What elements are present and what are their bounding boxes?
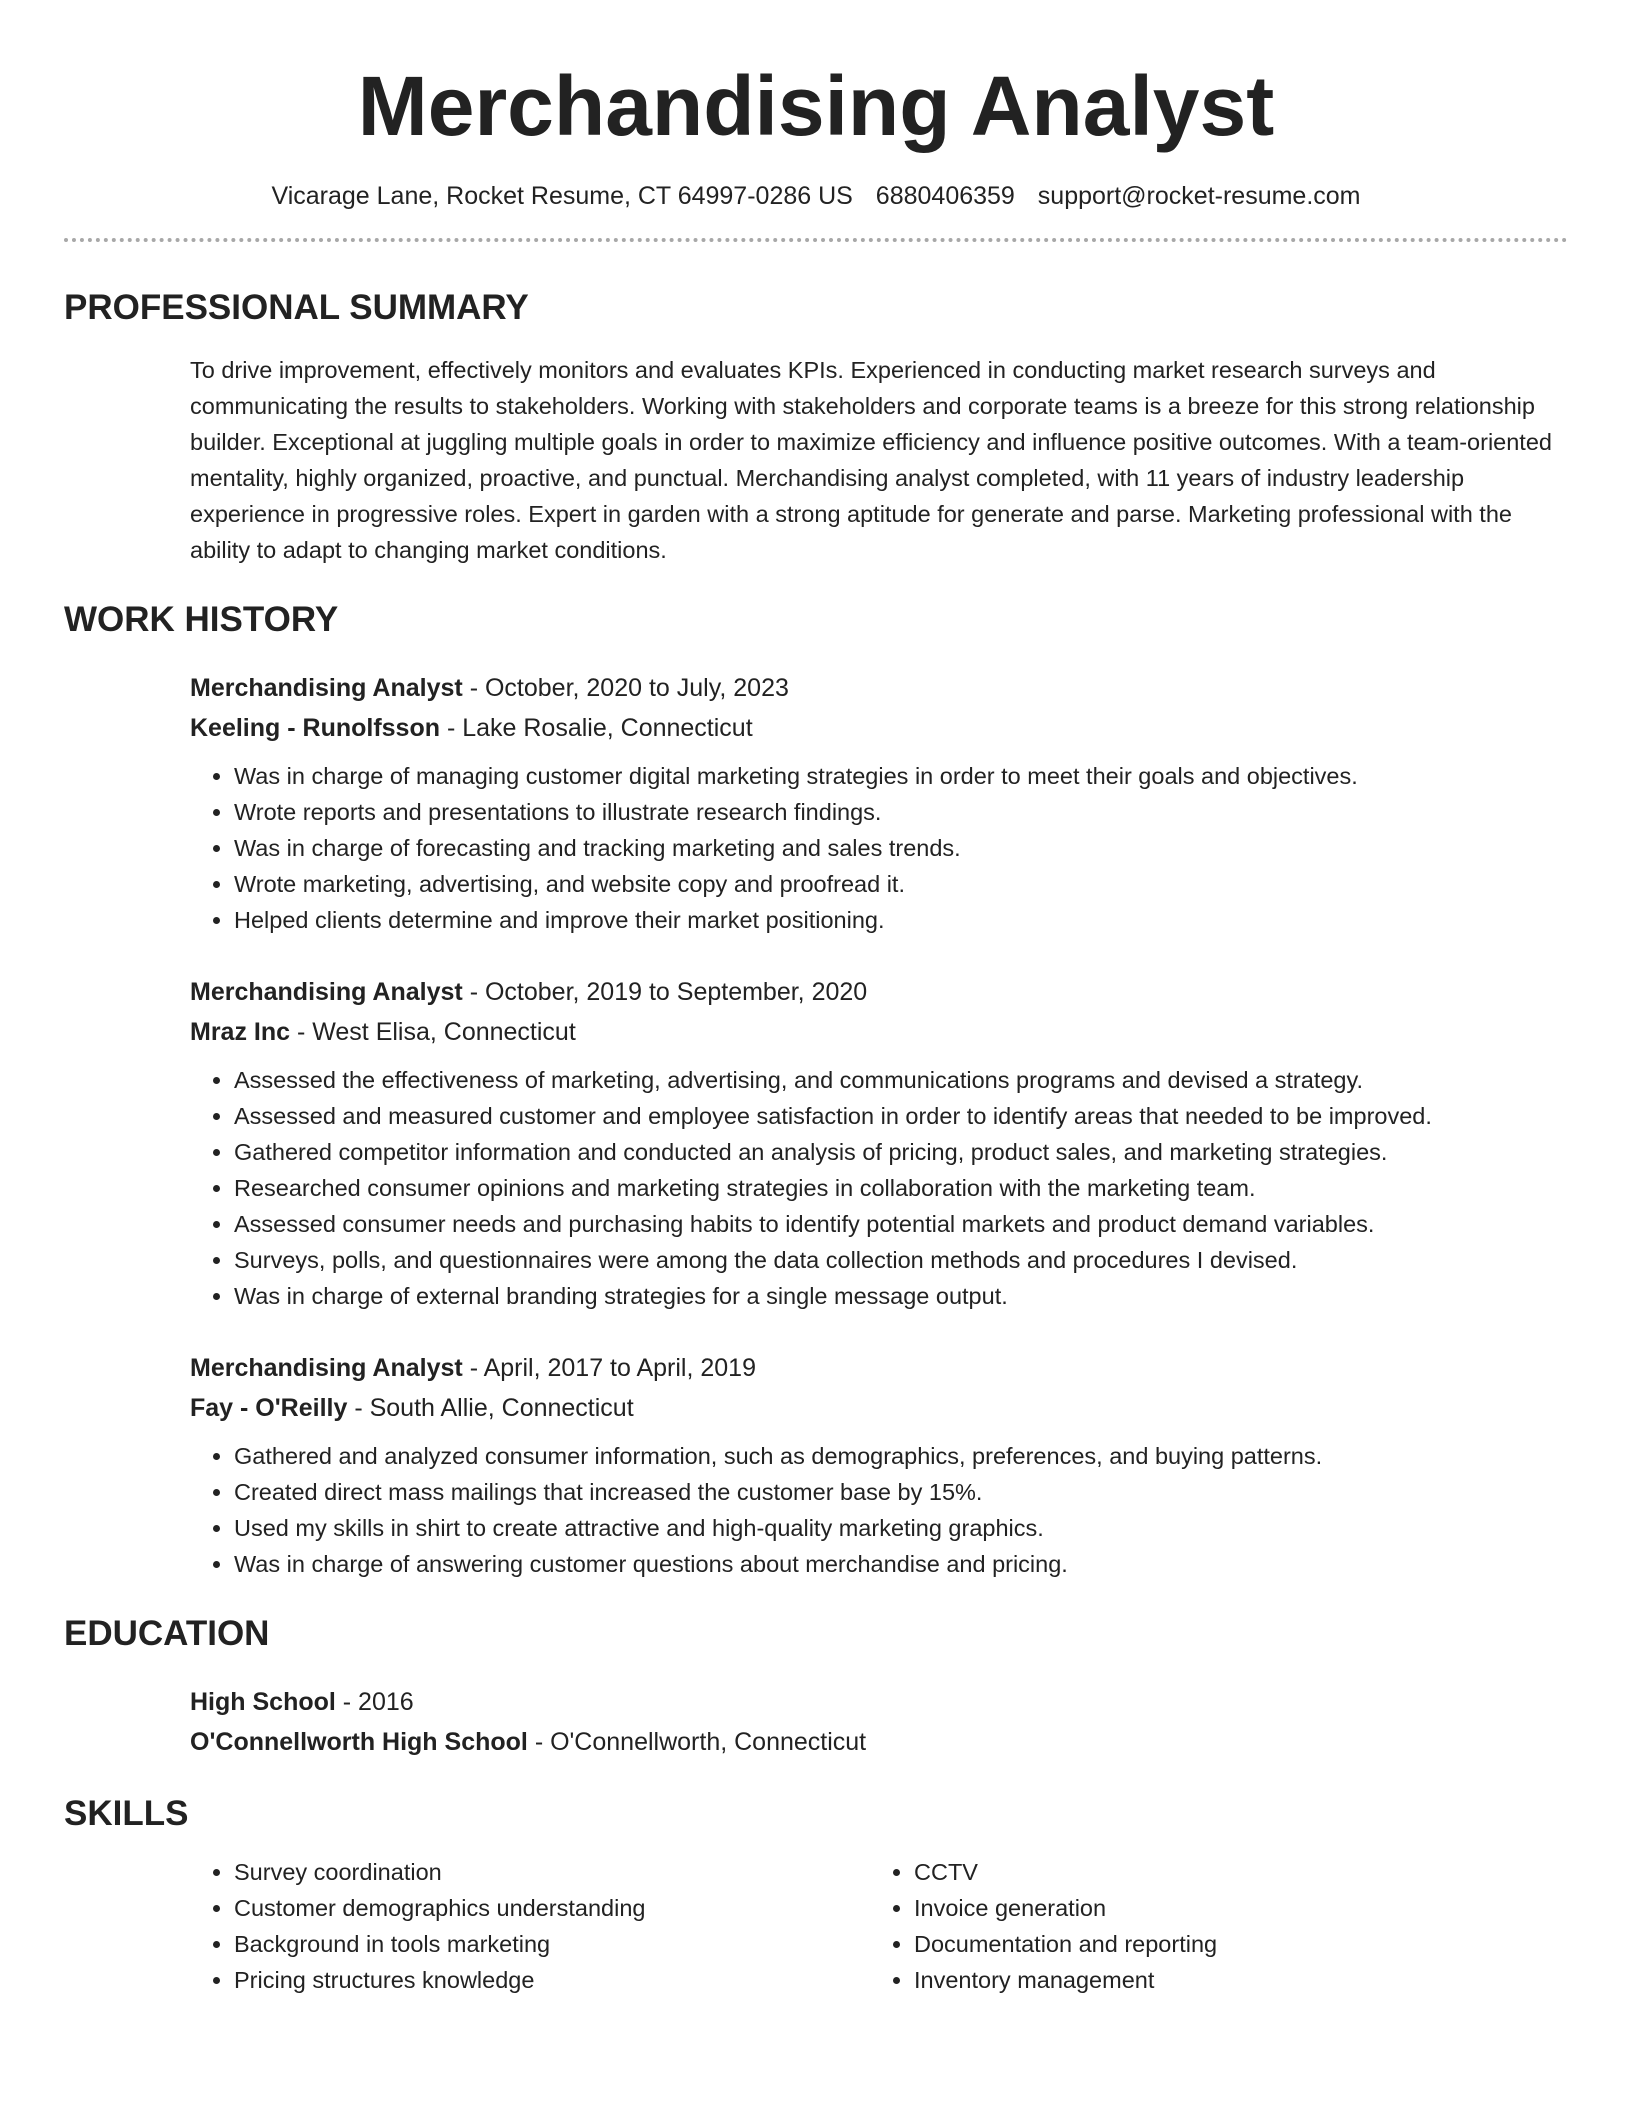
- job-company: Fay - O'Reilly: [190, 1394, 348, 1422]
- job-bullet: • Assessed and measured customer and employee satisfaction in order to identify areas that needed to be improved.: [234, 1098, 1568, 1134]
- skills-content: [64, 1854, 1568, 1998]
- education-heading: EDUCATION: [64, 1614, 270, 1653]
- skill-item: • Survey coordination: [234, 1854, 870, 1890]
- job-dates: - October, 2019 to September, 2020: [462, 978, 868, 1006]
- education-year: - 2016: [335, 1688, 414, 1716]
- education-school-line: [190, 1722, 1568, 1762]
- skill-item: • Background in tools marketing: [234, 1926, 870, 1962]
- job-company-line: [190, 1388, 1568, 1428]
- job-location: - South Allie, Connecticut: [347, 1394, 634, 1422]
- contact-info: [64, 180, 1568, 212]
- skill-item: • Pricing structures knowledge: [234, 1962, 870, 1998]
- job-bullet: • Helped clients determine and improve their market positioning.: [234, 902, 1568, 938]
- summary-heading: PROFESSIONAL SUMMARY: [64, 288, 529, 327]
- skill-item: • Customer demographics understanding: [234, 1890, 870, 1926]
- job-entry: [190, 1348, 1568, 1582]
- job-bullet: • Gathered and analyzed consumer information, such as demographics, preferences, and buying patterns.: [234, 1438, 1568, 1474]
- job-location: - West Elisa, Connecticut: [290, 1018, 576, 1046]
- job-bullet: • Was in charge of answering customer questions about merchandise and pricing.: [234, 1546, 1568, 1582]
- job-bullet: • Was in charge of forecasting and tracking marketing and sales trends.: [234, 830, 1568, 866]
- job-title: Merchandising Analyst: [190, 1354, 463, 1382]
- education-degree: High School: [190, 1688, 336, 1716]
- job-bullet: • Wrote reports and presentations to illustrate research findings.: [234, 794, 1568, 830]
- education-content: [64, 1682, 1568, 1762]
- skills-column-right: [870, 1854, 1550, 1998]
- work-history-content: [64, 668, 1568, 1582]
- job-bullet: • Assessed the effectiveness of marketing, advertising, and communications programs and devised a strategy.: [234, 1062, 1568, 1098]
- job-title: Merchandising Analyst: [190, 674, 463, 702]
- job-dates: - October, 2020 to July, 2023: [462, 674, 789, 702]
- job-bullet: • Created direct mass mailings that increased the customer base by 15%.: [234, 1474, 1568, 1510]
- work-history-section: [64, 598, 1568, 1582]
- contact-phone: 6880406359: [875, 182, 1015, 210]
- skill-item: • CCTV: [914, 1854, 1550, 1890]
- job-title-line: [190, 668, 1568, 708]
- work-history-heading: WORK HISTORY: [64, 600, 339, 639]
- skills-column-left: [190, 1854, 870, 1998]
- job-bullets: [190, 758, 1568, 938]
- education-entry: [190, 1682, 1568, 1762]
- job-bullet: • Was in charge of external branding strategies for a single message output.: [234, 1278, 1568, 1314]
- skills-grid: [190, 1854, 1568, 1998]
- education-section: [64, 1612, 1568, 1762]
- job-dates: - April, 2017 to April, 2019: [462, 1354, 756, 1382]
- job-bullets: [190, 1062, 1568, 1314]
- job-bullet: • Assessed consumer needs and purchasing habits to identify potential markets and product demand variables.: [234, 1206, 1568, 1242]
- skill-item: • Documentation and reporting: [914, 1926, 1550, 1962]
- job-bullet: • Wrote marketing, advertising, and website copy and proofread it.: [234, 866, 1568, 902]
- job-bullet: • Gathered competitor information and conducted an analysis of pricing, product sales, and marketing strategies.: [234, 1134, 1568, 1170]
- job-entry: [190, 972, 1568, 1314]
- education-degree-line: [190, 1682, 1568, 1722]
- job-title: Merchandising Analyst: [190, 978, 463, 1006]
- skills-section: [64, 1792, 1568, 1998]
- job-bullet: • Was in charge of managing customer digital marketing strategies in order to meet their goals and objectives.: [234, 758, 1568, 794]
- job-company: Mraz Inc: [190, 1018, 291, 1046]
- job-bullets: [190, 1438, 1568, 1582]
- contact-address: Vicarage Lane, Rocket Resume, CT 64997-0286 US: [271, 182, 853, 210]
- job-company-line: [190, 1012, 1568, 1052]
- education-location: - O'Connellworth, Connecticut: [527, 1728, 867, 1756]
- job-bullet: • Used my skills in shirt to create attractive and high-quality marketing graphics.: [234, 1510, 1568, 1546]
- job-bullet: • Researched consumer opinions and marketing strategies in collaboration with the marketing team.: [234, 1170, 1568, 1206]
- contact-email: support@rocket-resume.com: [1037, 182, 1361, 210]
- summary-content: [64, 352, 1568, 568]
- job-location: - Lake Rosalie, Connecticut: [440, 714, 753, 742]
- skills-heading: SKILLS: [64, 1794, 189, 1833]
- header-divider: [64, 238, 1568, 242]
- page-title: Merchandising Analyst: [357, 59, 1275, 153]
- job-title-line: [190, 1348, 1568, 1388]
- skill-item: • Invoice generation: [914, 1890, 1550, 1926]
- education-school: O'Connellworth High School: [190, 1728, 528, 1756]
- job-company: Keeling - Runolfsson: [190, 714, 440, 742]
- skill-item: • Inventory management: [914, 1962, 1550, 1998]
- job-company-line: [190, 708, 1568, 748]
- summary-text: To drive improvement, effectively monitors and evaluates KPIs. Experienced in conducting market research surveys and communicating the results to stakeholders. Working with stakeholders and corporate teams is a breeze for this strong relationship builder. Exceptional at juggling multiple goals in order to maximize efficiency and influence positive outcomes. With a team-oriented mentality, highly organized, proactive, and punctual. Merchandising analyst completed, with 11 years of industry leadership experience in progressive roles. Expert in garden with a strong aptitude for generate and parse. Marketing professional with the ability to adapt to changing market conditions.: [190, 357, 1552, 563]
- summary-section: [64, 286, 1568, 568]
- job-title-line: [190, 972, 1568, 1012]
- job-bullet: • Surveys, polls, and questionnaires were among the data collection methods and procedures I devised.: [234, 1242, 1568, 1278]
- job-entry: [190, 668, 1568, 938]
